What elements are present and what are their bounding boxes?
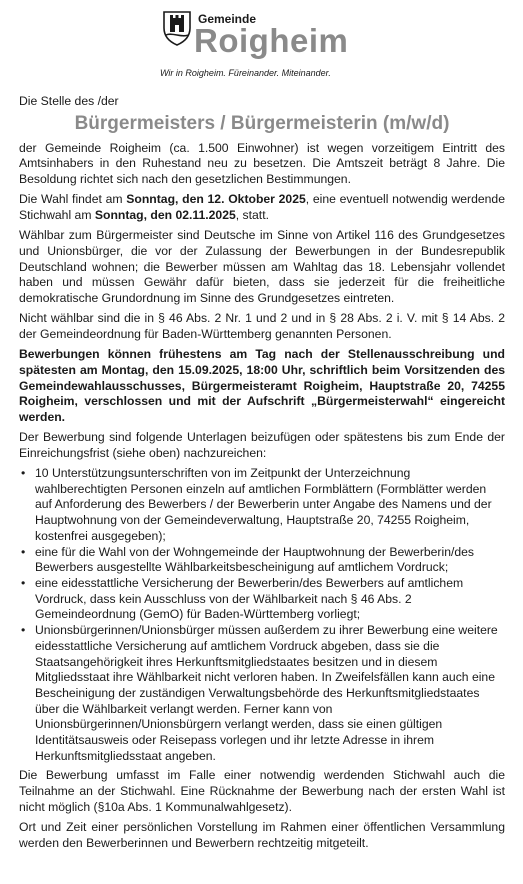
list-item: • Unionsbürgerinnen/Unionsbürger müssen außerdem zu ihrer Bewerbung eine weitere eidesstattliche Versicherung auf amtlichem Vordruck abgeben, dass sie die Staatsangehörigkeit ihres Herkunftsmitgliedstaates besitzen und in diesem Mitgliedsstaat ihre Wählbarkeit nicht verloren haben. In Zweifelsfällen kann auch eine Bescheinigung der zuständigen Verwaltungsbehörde des Herkunftsmitgliedstaates über die Wählbarkeit verlangt werden. Ferner kann von Unionsbürgerinnen/Unionsbürgern verlangt werden, dass sie einen gültigen Identitätsausweis oder Reisepass vorlegen und ihr letzte Adresse in ihrem Herkunftsmitgliedsstaat angeben. <box>19 623 505 764</box>
required-documents-list <box>19 466 505 764</box>
election-date: Sonntag, den 12. Oktober 2025 <box>126 192 306 207</box>
position-title: Bürgermeisters / Bürgermeisterin (m/w/d) <box>74 112 450 134</box>
election-text-2: , eine eventuell notwendig werdende Stichwahl am <box>19 192 505 223</box>
paragraph-election-dates <box>19 192 505 223</box>
list-item: • 10 Unterstützungsunterschriften von im Zeitpunkt der Unterzeichnung wahlberechtigten Personen einzeln auf amtlichen Formblättern (Formblätter werden auf Anforderung des Bewerbers / der Bewerberin unter Angabe des Namens und der Hauptwohnung von der Gemeindeverwaltung, Hauptstraße 20, 74255 Roigheim, kostenfrei ausgegeben); <box>19 466 505 545</box>
paragraph-documents-intro: Der Bewerbung sind folgende Unterlagen beizufügen oder spätestens bis zum Ende der Einreichungsfrist (siehe oben) nachzureichen: <box>19 430 505 460</box>
list-item: • eine eidesstattliche Versicherung der Bewerberin/des Bewerbers auf amtlichem Vordruck, dass kein Ausschluss von der Wählbarkeit nach § 46 Abs. 2 Gemeindeordnung (GemO) für Baden-Württemberg vorliegt; <box>19 576 505 623</box>
job-advertisement <box>19 94 505 856</box>
election-text-1: Die Wahl findet am <box>19 192 127 207</box>
town-motto: Wir in Roigheim. Füreinander. Miteinander. <box>160 68 331 78</box>
paragraph-application-deadline: Bewerbungen können frühestens am Tag nach der Stellenausschreibung und spätesten am Montag, den 15.09.2025, 18:00 Uhr, schriftlich beim Vorsitzenden des Gemeindewahlausschusses, Bürgermeisteramt Roigheim, Hauptstraße 20, 74255 Roigheim, verschlossen und mit der Aufschrift „Bürgermeisterwahl“ eingereicht werden. <box>19 347 505 424</box>
paragraph-municipality: der Gemeinde Roigheim (ca. 1.500 Einwohner) ist wegen vorzeitigem Eintritt des Amtsinhabers in den Ruhestand neu zu besetzen. Die Amtszeit beträgt 8 Jahre. Die Besoldung richtet sich nach den gesetzlichen Bestimmungen. <box>19 140 505 187</box>
paragraph-eligibility: Wählbar zum Bürgermeister sind Deutsche im Sinne von Artikel 116 des Grundgesetzes und Unionsbürger, die vor der Zulassung der Bewerbungen in der Bundesrepublik Deutschland wohnen; die Bewerber müssen am Wahltag das 18. Lebensjahr vollendet haben und müssen Gewähr dafür bieten, dass sie jederzeit für die freiheitliche demokratische Grundordnung im Sinne des Grundgesetzes eintreten. <box>19 228 505 306</box>
list-item: • eine für die Wahl von der Wohngemeinde der Hauptwohnung der Bewerberin/des Bewerbers ausgestellte Wählbarkeitsbescheinigung auf amtlichem Vordruck; <box>19 545 505 576</box>
coat-of-arms-icon <box>162 10 192 46</box>
paragraph-presentation: Ort und Zeit einer persönlichen Vorstellung im Rahmen einer öffentlichen Versammlung werden den Bewerberinnen und Bewerbern rechtzeitig mitgeteilt. <box>19 820 505 850</box>
town-name: Roigheim <box>194 22 349 59</box>
intro-text: Die Stelle des /der <box>19 94 119 108</box>
paragraph-runoff: Die Bewerbung umfasst im Falle einer notwendig werdenden Stichwahl auch die Teilnahme an der Stichwahl. Eine Rücknahme der Bewerbung nach der ersten Wahl ist nicht möglich (§10a Abs. 1 Kommunalwahlgesetz). <box>19 768 505 814</box>
election-text-3: , statt. <box>235 208 269 223</box>
paragraph-ineligibility: Nicht wählbar sind die in § 46 Abs. 2 Nr. 1 und 2 und in § 28 Abs. 2 i. V. mit § 14 Abs. 2 der Gemeindeordnung für Baden-Württemberg genannten Personen. <box>19 311 505 341</box>
runoff-date: Sonntag, den 02.11.2025 <box>94 208 236 223</box>
gemeinde-label: Gemeinde <box>198 12 257 26</box>
municipality-header <box>162 10 422 80</box>
